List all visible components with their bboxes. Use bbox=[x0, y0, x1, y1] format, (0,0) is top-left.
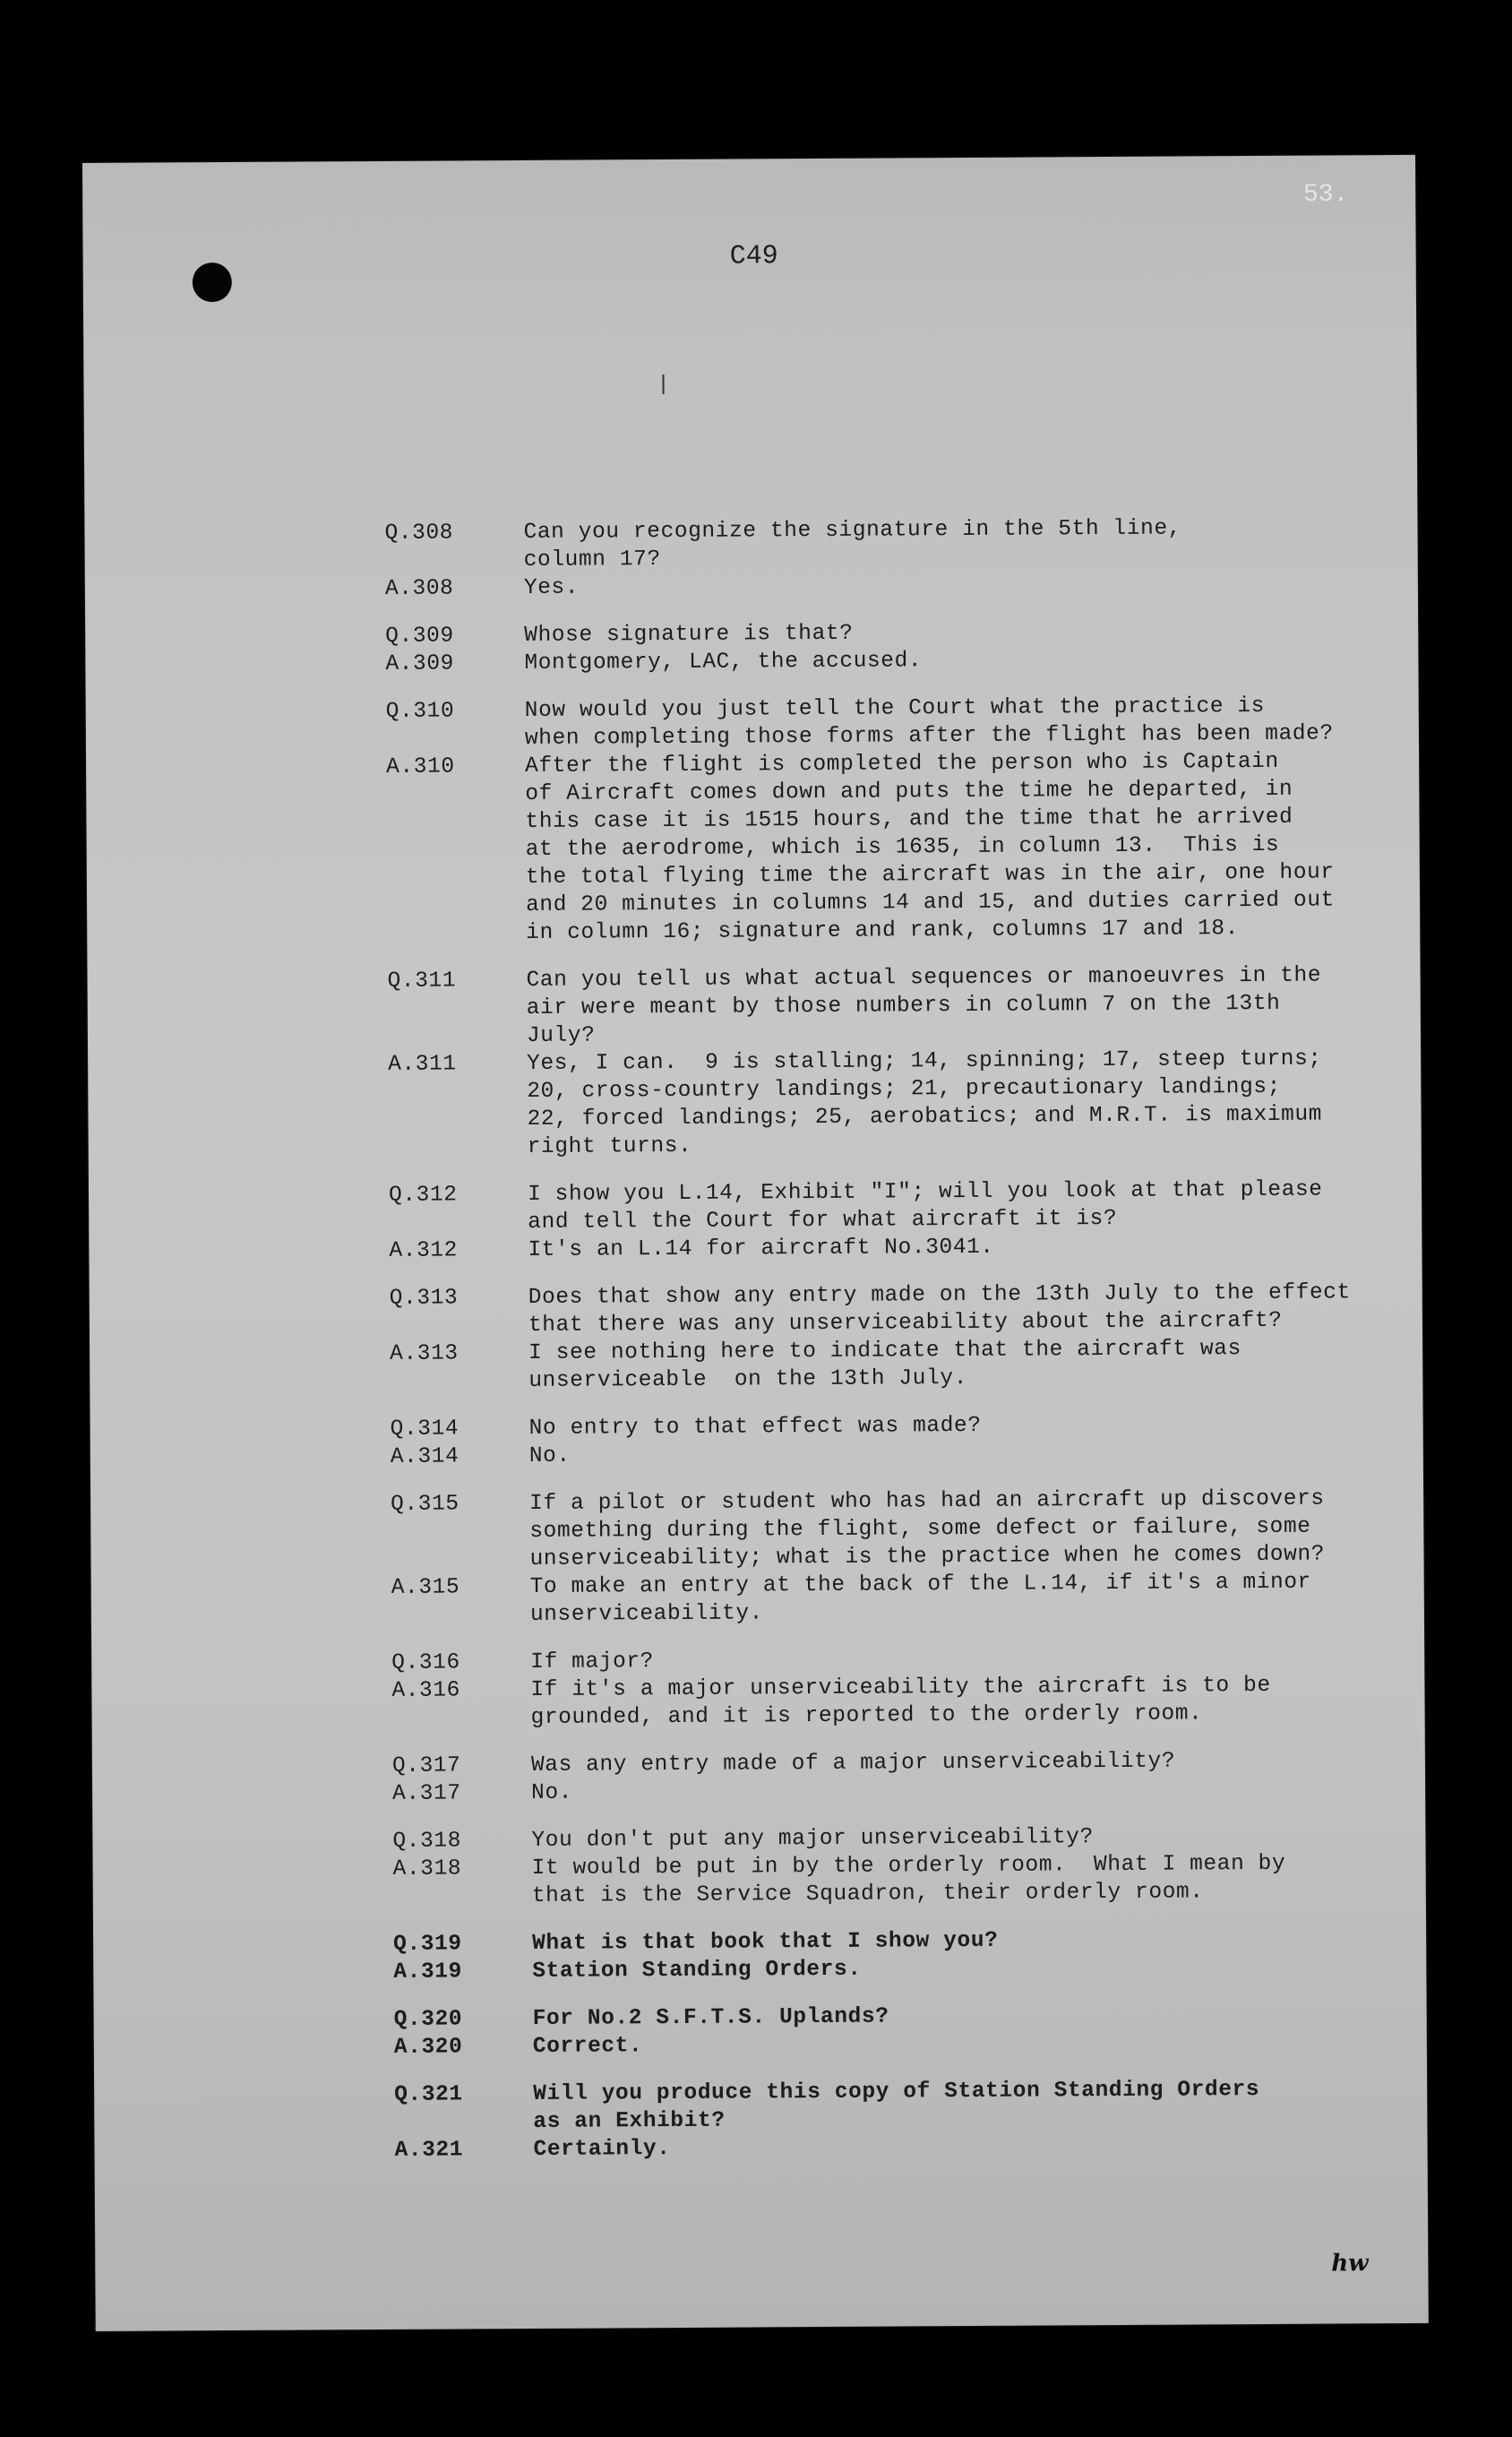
label-indent bbox=[386, 808, 525, 837]
answer-number: A.314 bbox=[390, 1444, 460, 1469]
transcript-text: Can you tell us what actual sequences or manoeuvres in the bbox=[526, 963, 1322, 993]
question-number: Q.316 bbox=[391, 1650, 460, 1675]
label-indent bbox=[388, 1022, 527, 1051]
folio-number: C49 bbox=[729, 241, 778, 272]
transcript-text: at the aerodrome, which is 1635, in column 13. This is bbox=[525, 832, 1280, 862]
transcript-text: No. bbox=[528, 1443, 571, 1468]
transcript-text: If it's a major unserviceability the aircraft is to be bbox=[530, 1673, 1271, 1702]
question-number: Q.315 bbox=[391, 1492, 460, 1517]
transcript-text: If a pilot or student who has had an aircraft up discovers bbox=[529, 1486, 1325, 1516]
transcript-text: I show you L.14, Exhibit "I"; will you look at that please bbox=[527, 1177, 1323, 1207]
answer-number: A.321 bbox=[394, 2138, 464, 2163]
transcript-text: Can you recognize the signature in the 5th line, bbox=[523, 516, 1182, 545]
pencil-tick-mark bbox=[662, 375, 664, 394]
transcript-text: when completing those forms after the flight has been made? bbox=[524, 721, 1334, 751]
transcript-text: After the flight is completed the person who is Captain bbox=[525, 749, 1279, 779]
question-number: Q.308 bbox=[384, 521, 454, 546]
question-number: Q.320 bbox=[393, 2007, 463, 2032]
transcript-text: No entry to that effect was made? bbox=[528, 1413, 982, 1441]
transcript-text: right turns. bbox=[527, 1133, 692, 1159]
transcript-text: For No.2 S.F.T.S. Uplands? bbox=[532, 2004, 889, 2031]
label-indent bbox=[388, 995, 527, 1023]
answer-number: A.311 bbox=[388, 1052, 457, 1077]
transcript-text: Montgomery, LAC, the accused. bbox=[524, 649, 923, 676]
transcript-text: 20, cross-country landings; 21, precautionary landings; bbox=[527, 1074, 1282, 1104]
transcript-text: unserviceability; what is the practice when he comes down? bbox=[529, 1542, 1326, 1572]
page-number: 53. bbox=[1303, 181, 1349, 209]
label-indent bbox=[391, 1546, 529, 1574]
question-number: Q.317 bbox=[391, 1753, 461, 1778]
transcript-text: Certainly. bbox=[533, 2137, 671, 2162]
transcript-text: Yes, I can. 9 is stalling; 14, spinning; 17, steep turns; bbox=[527, 1046, 1322, 1076]
label-indent bbox=[385, 547, 524, 575]
answer-number: A.312 bbox=[389, 1238, 459, 1263]
answer-number: A.320 bbox=[393, 2035, 463, 2060]
transcript-text: grounded, and it is reported to the orderly room. bbox=[530, 1701, 1203, 1730]
transcript-text: that is the Service Squadron, their orderly room. bbox=[531, 1880, 1204, 1908]
transcript-text: You don't put any major unserviceability? bbox=[531, 1825, 1094, 1853]
answer-number: A.318 bbox=[392, 1856, 462, 1882]
answer-number: A.316 bbox=[391, 1678, 461, 1703]
punch-hole bbox=[193, 263, 232, 302]
transcript-text: 22, forced landings; 25, aerobatics; and M.R.T. is maximum bbox=[527, 1102, 1323, 1132]
transcript-text: of Aircraft comes down and puts the time he departed, in bbox=[525, 777, 1293, 806]
transcript-text: I see nothing here to indicate that the aircraft was bbox=[528, 1337, 1241, 1365]
answer-line bbox=[394, 2131, 1424, 2165]
label-indent bbox=[394, 2108, 533, 2137]
label-indent bbox=[387, 836, 526, 865]
question-number: Q.319 bbox=[393, 1932, 462, 1957]
transcript-text: Will you produce this copy of Station Standing Orders bbox=[533, 2078, 1260, 2106]
transcript-text: unserviceable on the 13th July. bbox=[528, 1365, 968, 1393]
answer-number: A.315 bbox=[391, 1575, 460, 1600]
transcript-text: It's an L.14 for aircraft No.3041. bbox=[528, 1235, 994, 1262]
answer-number: A.317 bbox=[392, 1781, 461, 1806]
label-indent bbox=[392, 1704, 531, 1733]
transcript-text: that there was any unserviceability about the aircraft? bbox=[528, 1308, 1283, 1338]
transcript-text: Station Standing Orders. bbox=[532, 1957, 862, 1984]
answer-number: A.319 bbox=[393, 1959, 462, 1985]
transcript-text: air were meant by those numbers in column 7 on the 13th bbox=[526, 991, 1281, 1020]
transcript-text: No. bbox=[531, 1780, 573, 1805]
testimony-transcript bbox=[384, 513, 1424, 2165]
transcript-text: as an Exhibit? bbox=[533, 2108, 726, 2134]
transcript-text: Was any entry made of a major unserviceability? bbox=[530, 1749, 1176, 1778]
transcript-text: What is that book that I show you? bbox=[532, 1928, 999, 1956]
question-number: Q.318 bbox=[392, 1829, 462, 1854]
label-indent bbox=[386, 780, 525, 809]
question-number: Q.309 bbox=[385, 624, 454, 649]
label-indent bbox=[388, 1106, 527, 1134]
label-indent bbox=[387, 864, 526, 892]
question-number: Q.321 bbox=[394, 2082, 463, 2107]
label-indent bbox=[390, 1312, 528, 1340]
label-indent bbox=[387, 891, 526, 920]
question-number: Q.314 bbox=[390, 1417, 460, 1442]
question-number: Q.312 bbox=[388, 1183, 458, 1208]
transcript-text: To make an entry at the back of the L.14, if it's a minor bbox=[529, 1570, 1312, 1599]
answer-number: A.309 bbox=[385, 651, 455, 676]
label-indent bbox=[390, 1367, 528, 1396]
answer-number: A.308 bbox=[384, 576, 454, 601]
transcript-text: this case it is 1515 hours, and the time that he arrived bbox=[525, 805, 1293, 834]
transcript-text: Now would you just tell the Court what the practice is bbox=[524, 693, 1266, 723]
transcript-text: column 17? bbox=[523, 547, 661, 573]
label-indent bbox=[391, 1518, 529, 1546]
transcript-text: It would be put in by the orderly room. What I mean by bbox=[531, 1851, 1286, 1881]
label-indent bbox=[387, 919, 526, 948]
transcript-text: If major? bbox=[530, 1649, 655, 1675]
transcript-text: unserviceability. bbox=[529, 1601, 764, 1627]
label-indent bbox=[389, 1209, 528, 1237]
transcript-text: Correct. bbox=[532, 2034, 643, 2059]
document-page bbox=[82, 155, 1429, 2331]
answer-number: A.310 bbox=[386, 754, 455, 779]
transcript-text: something during the flight, some defect or failure, some bbox=[529, 1514, 1311, 1544]
label-indent bbox=[389, 1133, 528, 1162]
question-number: Q.310 bbox=[385, 699, 455, 724]
label-indent bbox=[393, 1882, 532, 1911]
question-number: Q.311 bbox=[387, 969, 457, 994]
label-indent bbox=[391, 1601, 530, 1630]
transcript-text: and tell the Court for what aircraft it is? bbox=[528, 1206, 1118, 1235]
transcript-text: the total flying time the aircraft was in the air, one hour bbox=[525, 860, 1335, 890]
transcript-text: Yes. bbox=[523, 575, 580, 600]
question-number: Q.313 bbox=[389, 1286, 459, 1311]
answer-number: A.313 bbox=[390, 1341, 459, 1366]
label-indent bbox=[388, 1078, 527, 1107]
transcript-text: and 20 minutes in columns 14 and 15, and duties carried out bbox=[525, 888, 1335, 917]
transcript-text: in column 16; signature and rank, columns 17 and 18. bbox=[526, 917, 1240, 945]
transcript-text: Does that show any entry made on the 13th July to the effect bbox=[528, 1280, 1351, 1310]
transcript-text: Whose signature is that? bbox=[524, 621, 854, 648]
transcript-text: July? bbox=[526, 1023, 596, 1048]
handwritten-initials: hw bbox=[1331, 2250, 1369, 2278]
label-indent bbox=[386, 725, 525, 753]
